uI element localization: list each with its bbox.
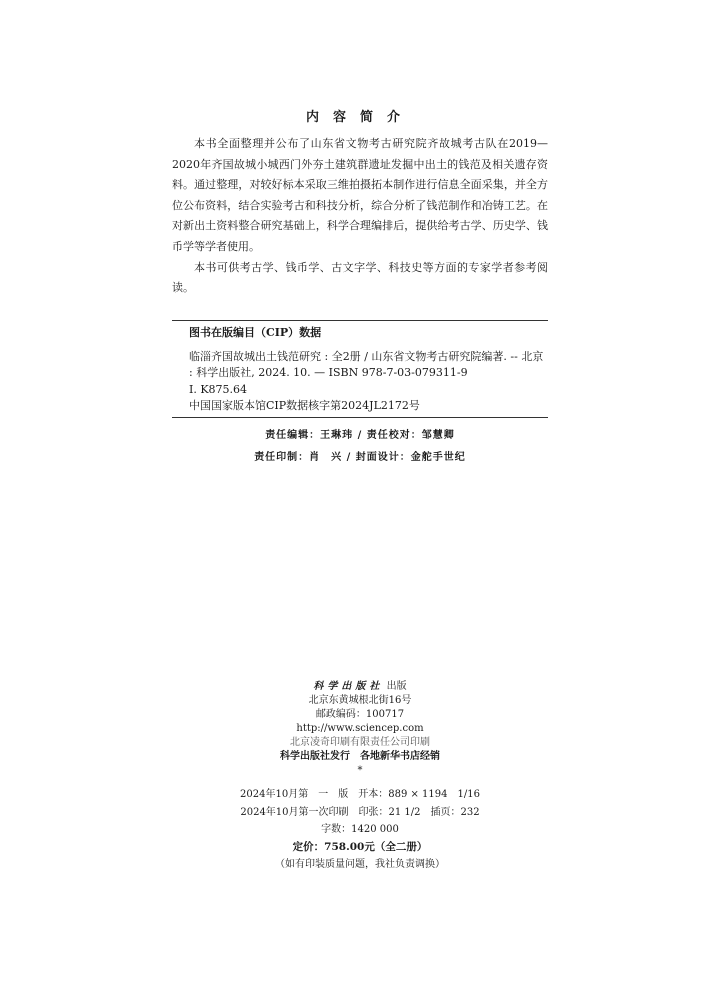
distribution-line: 科学出版社发行 各地新华书店经销	[280, 751, 440, 762]
cip-class-number: Ⅰ. K875.64	[189, 382, 248, 396]
imprint-block	[172, 680, 548, 778]
cip-record-number: 中国国家版本馆CIP数据核字第2024JL2172号	[189, 399, 420, 412]
publisher-website: http://www.sciencep.com	[296, 723, 424, 734]
credit-line-production: 责任印制：肖 兴 / 封面设计：金舵手世纪	[254, 452, 466, 463]
intro-title: 内容简介	[305, 110, 414, 125]
imprint-divider: *	[357, 765, 363, 776]
intro-paragraph-1: 本书全面整理并公布了山东省文物考古研究院齐故城考古队在2019—2020年齐国故城小城西门外夯土建筑群遗址发掘中出土的钱范及相关遗存资料。通过整理，对较好标本采取三维拍摄拓本制作进行信息全面采集，并全方位公布资料，结合实验考古和科技分析，综合分析了钱范制作和冶铸工艺。在对新出土资料整合研究基础上，科学合理编排后，提供给考古学、历史学、钱币学等学者使用。	[172, 137, 548, 253]
price-line: 定价：758.00元（全二册）	[292, 840, 428, 853]
publisher-postcode: 邮政编码：100717	[315, 709, 405, 720]
intro-body	[172, 134, 548, 299]
publisher-name: 科学出版社	[313, 681, 384, 692]
quality-notice: （如有印装质量问题，我社负责调换）	[275, 859, 445, 870]
intro-paragraph-2: 本书可供考古学、钱币学、古文字学、科技史等方面的专家学者参考阅读。	[172, 260, 548, 295]
printing-line: 2024年10月第一次印刷 印张：21 1/2 插页：232	[240, 806, 480, 818]
publisher-suffix: 出版	[386, 681, 407, 692]
publisher-line	[172, 680, 548, 694]
edition-line: 2024年10月第 一 版 开本：889 × 1194 1/16	[240, 789, 480, 800]
credit-line-editors: 责任编辑：王琳玮 / 责任校对：邹慧卿	[265, 430, 455, 441]
wordcount-line: 字数：1420 000	[321, 824, 399, 835]
cip-bottom-rule	[172, 417, 548, 418]
printer-line: 北京凌奇印刷有限责任公司印刷	[290, 737, 430, 748]
specs-block	[172, 786, 548, 874]
cip-top-rule	[172, 320, 548, 321]
cip-entry: 临淄齐国故城出土钱范研究 : 全2册 / 山东省文物考古研究院编著. -- 北京 : 科学出版社, 2024. 10. — ISBN 978-7-03-079311-9	[189, 349, 544, 379]
cip-block	[189, 325, 548, 415]
cip-heading: 图书在版编目（CIP）数据	[189, 326, 322, 339]
publisher-address: 北京东黄城根北街16号	[308, 695, 412, 706]
